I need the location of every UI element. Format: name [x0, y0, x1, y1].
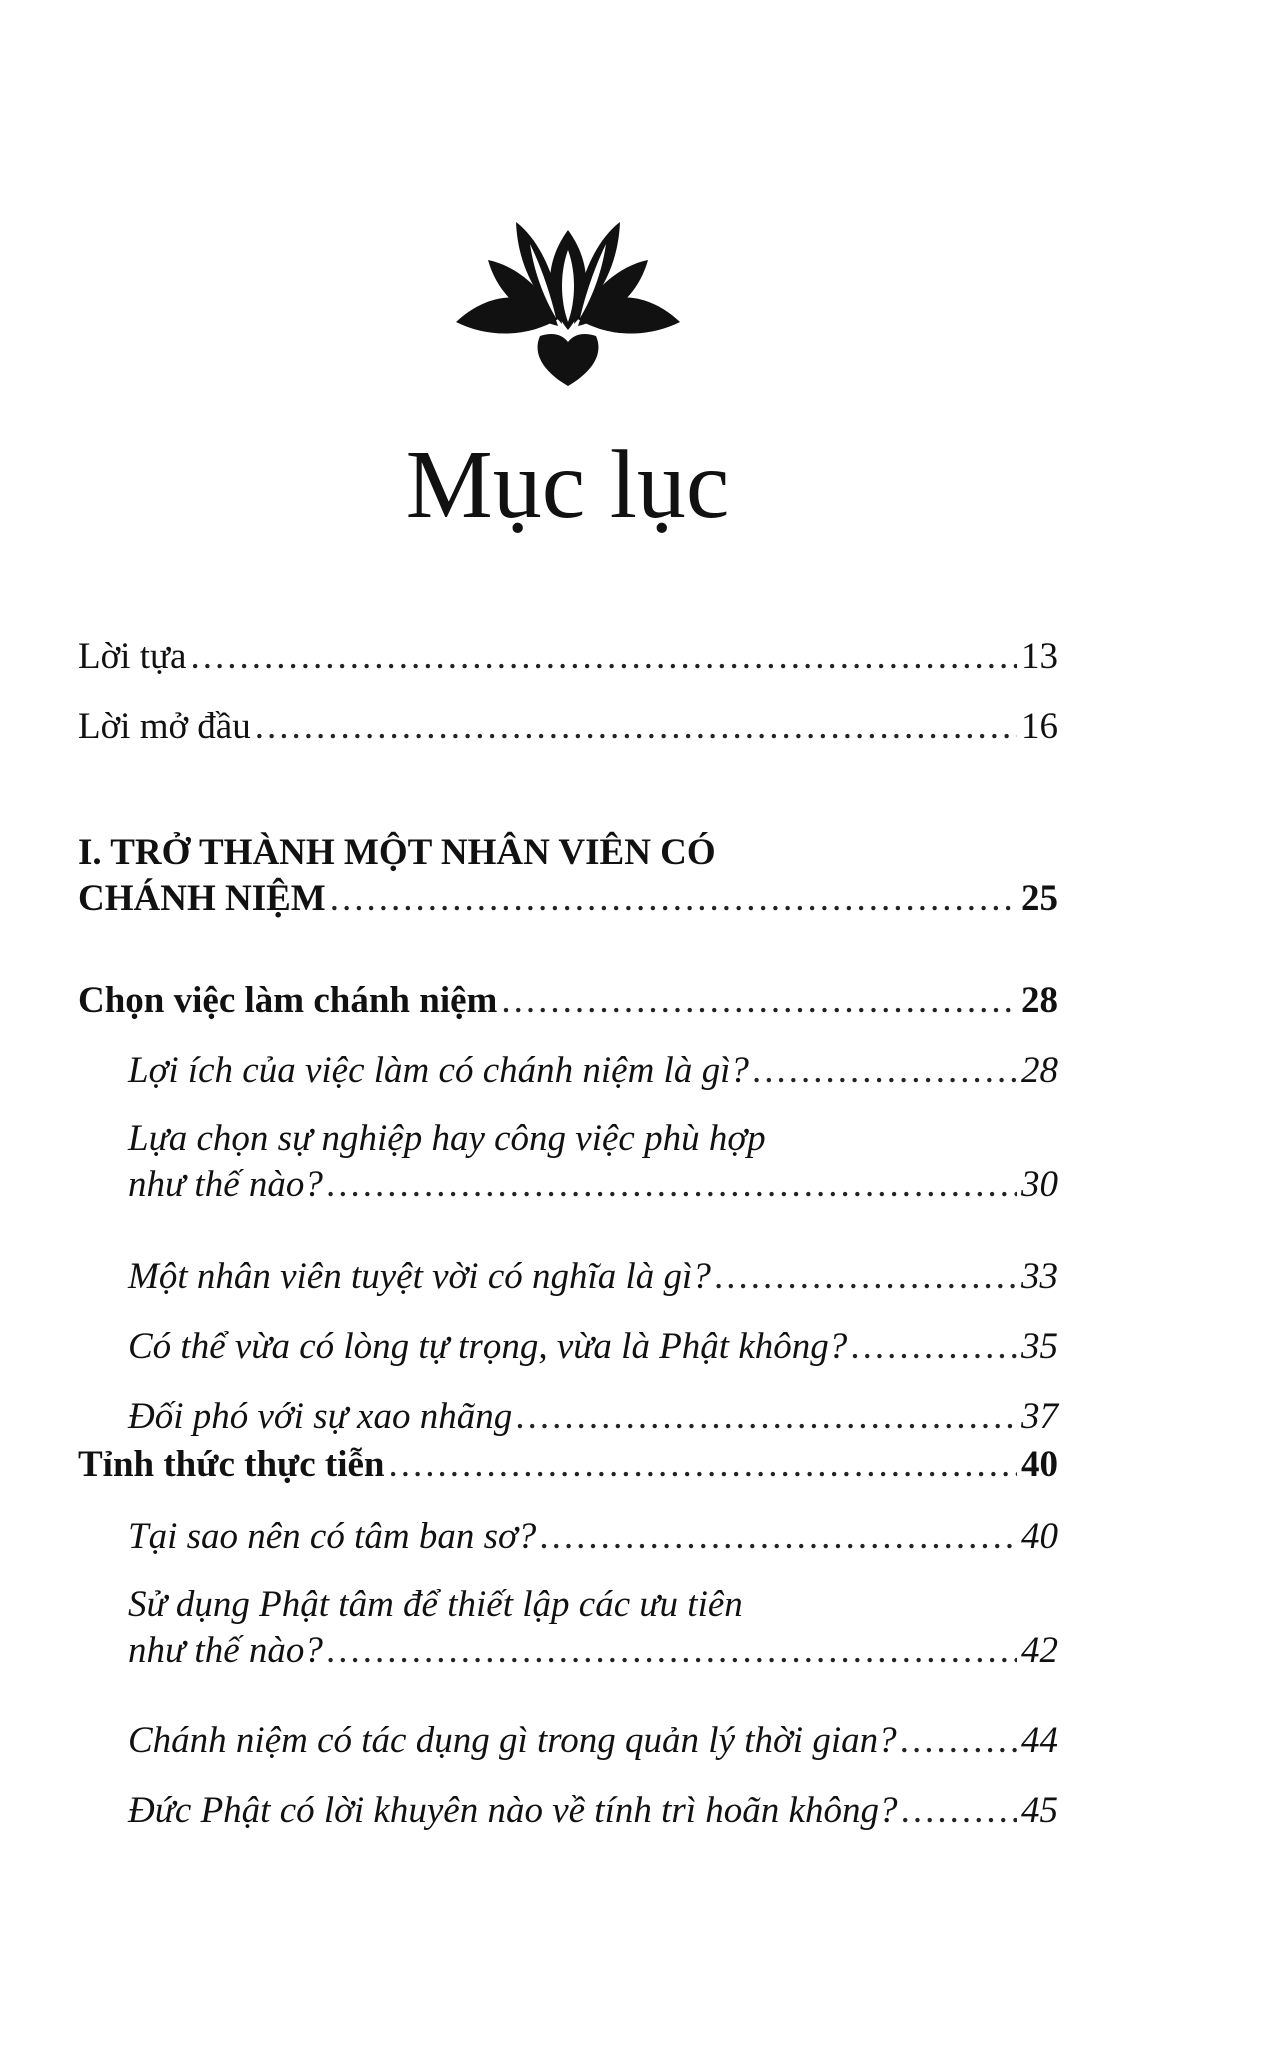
dot-leader: [330, 876, 1017, 922]
toc-entry-label: Tại sao nên có tâm ban sơ?: [128, 1516, 537, 1557]
toc-entry-section-mindful-work[interactable]: [78, 978, 1058, 1024]
toc-page-number: 28: [1021, 980, 1058, 1021]
dot-leader: [753, 1048, 1017, 1094]
toc-page-number: 45: [1021, 1790, 1058, 1831]
dot-leader: [255, 704, 1017, 750]
toc-entry-sub[interactable]: [128, 1116, 1058, 1208]
toc-page-number: 25: [1021, 878, 1058, 919]
toc-page-number: 37: [1021, 1396, 1058, 1437]
dot-leader: [851, 1324, 1017, 1370]
toc-entry-label: như thế nào?: [128, 1630, 323, 1671]
toc-entry-introduction[interactable]: [78, 704, 1058, 750]
toc-entry-sub[interactable]: [128, 1254, 1058, 1300]
toc-page-number: 30: [1021, 1164, 1058, 1205]
toc-entry-sub[interactable]: [128, 1394, 1058, 1440]
toc-page-number: 28: [1021, 1050, 1058, 1091]
dot-leader: [389, 1442, 1017, 1488]
toc-page-number: 35: [1021, 1326, 1058, 1367]
toc-entry-label: Có thể vừa có lòng tự trọng, vừa là Phật không?: [128, 1326, 848, 1367]
toc-entry-label-line1: Lựa chọn sự nghiệp hay công việc phù hợp: [128, 1118, 766, 1159]
toc-entry-label: Chọn việc làm chánh niệm: [78, 980, 498, 1021]
lotus-icon: [448, 200, 688, 400]
toc-entry-label-line1: I. TRỞ THÀNH MỘT NHÂN VIÊN CÓ: [78, 832, 716, 873]
toc-entry-section-practical-awareness[interactable]: [78, 1442, 1058, 1488]
toc-entry-label: như thế nào?: [128, 1164, 323, 1205]
toc-page-number: 13: [1021, 636, 1058, 677]
toc-entry-sub[interactable]: [128, 1514, 1058, 1560]
toc-page-number: 40: [1021, 1516, 1058, 1557]
dot-leader: [190, 634, 1017, 680]
toc-entry-label: CHÁNH NIỆM: [78, 878, 326, 919]
toc-page-number: 16: [1021, 706, 1058, 747]
toc-entry-sub[interactable]: [128, 1324, 1058, 1370]
toc-entry-label: Tỉnh thức thực tiễn: [78, 1444, 385, 1485]
dot-leader: [501, 978, 1017, 1024]
dot-leader: [540, 1514, 1017, 1560]
dot-leader: [327, 1162, 1017, 1208]
dot-leader: [901, 1788, 1017, 1834]
toc-entry-label: Lợi ích của việc làm có chánh niệm là gì?: [128, 1050, 749, 1091]
toc-page-number: 42: [1021, 1630, 1058, 1671]
toc-entry-sub[interactable]: [128, 1048, 1058, 1094]
toc-entry-label-line1: Sử dụng Phật tâm để thiết lập các ưu tiên: [128, 1584, 743, 1625]
page-title: Mục lục: [405, 431, 730, 539]
toc-entry-sub[interactable]: [128, 1718, 1058, 1764]
toc-entry-sub[interactable]: [128, 1788, 1058, 1834]
toc-entry-label: Một nhân viên tuyệt vời có nghĩa là gì?: [128, 1256, 711, 1297]
dot-leader: [327, 1628, 1017, 1674]
dot-leader: [901, 1718, 1017, 1764]
toc-entry-part-1[interactable]: [78, 830, 1058, 922]
toc-page-number: 44: [1021, 1720, 1058, 1761]
toc-entry-label: Đức Phật có lời khuyên nào về tính trì hoãn không?: [128, 1790, 898, 1831]
dot-leader: [516, 1394, 1017, 1440]
toc-page-number: 33: [1021, 1256, 1058, 1297]
toc-entry-label: Chánh niệm có tác dụng gì trong quản lý thời gian?: [128, 1720, 897, 1761]
toc-entry-sub[interactable]: [128, 1582, 1058, 1674]
toc-entry-preface[interactable]: [78, 634, 1058, 680]
toc-entry-label: Lời tựa: [78, 636, 187, 677]
toc-entry-label: Đối phó với sự xao nhãng: [128, 1396, 513, 1437]
toc-entry-label: Lời mở đầu: [78, 706, 251, 747]
dot-leader: [715, 1254, 1017, 1300]
toc-page-number: 40: [1021, 1444, 1058, 1485]
